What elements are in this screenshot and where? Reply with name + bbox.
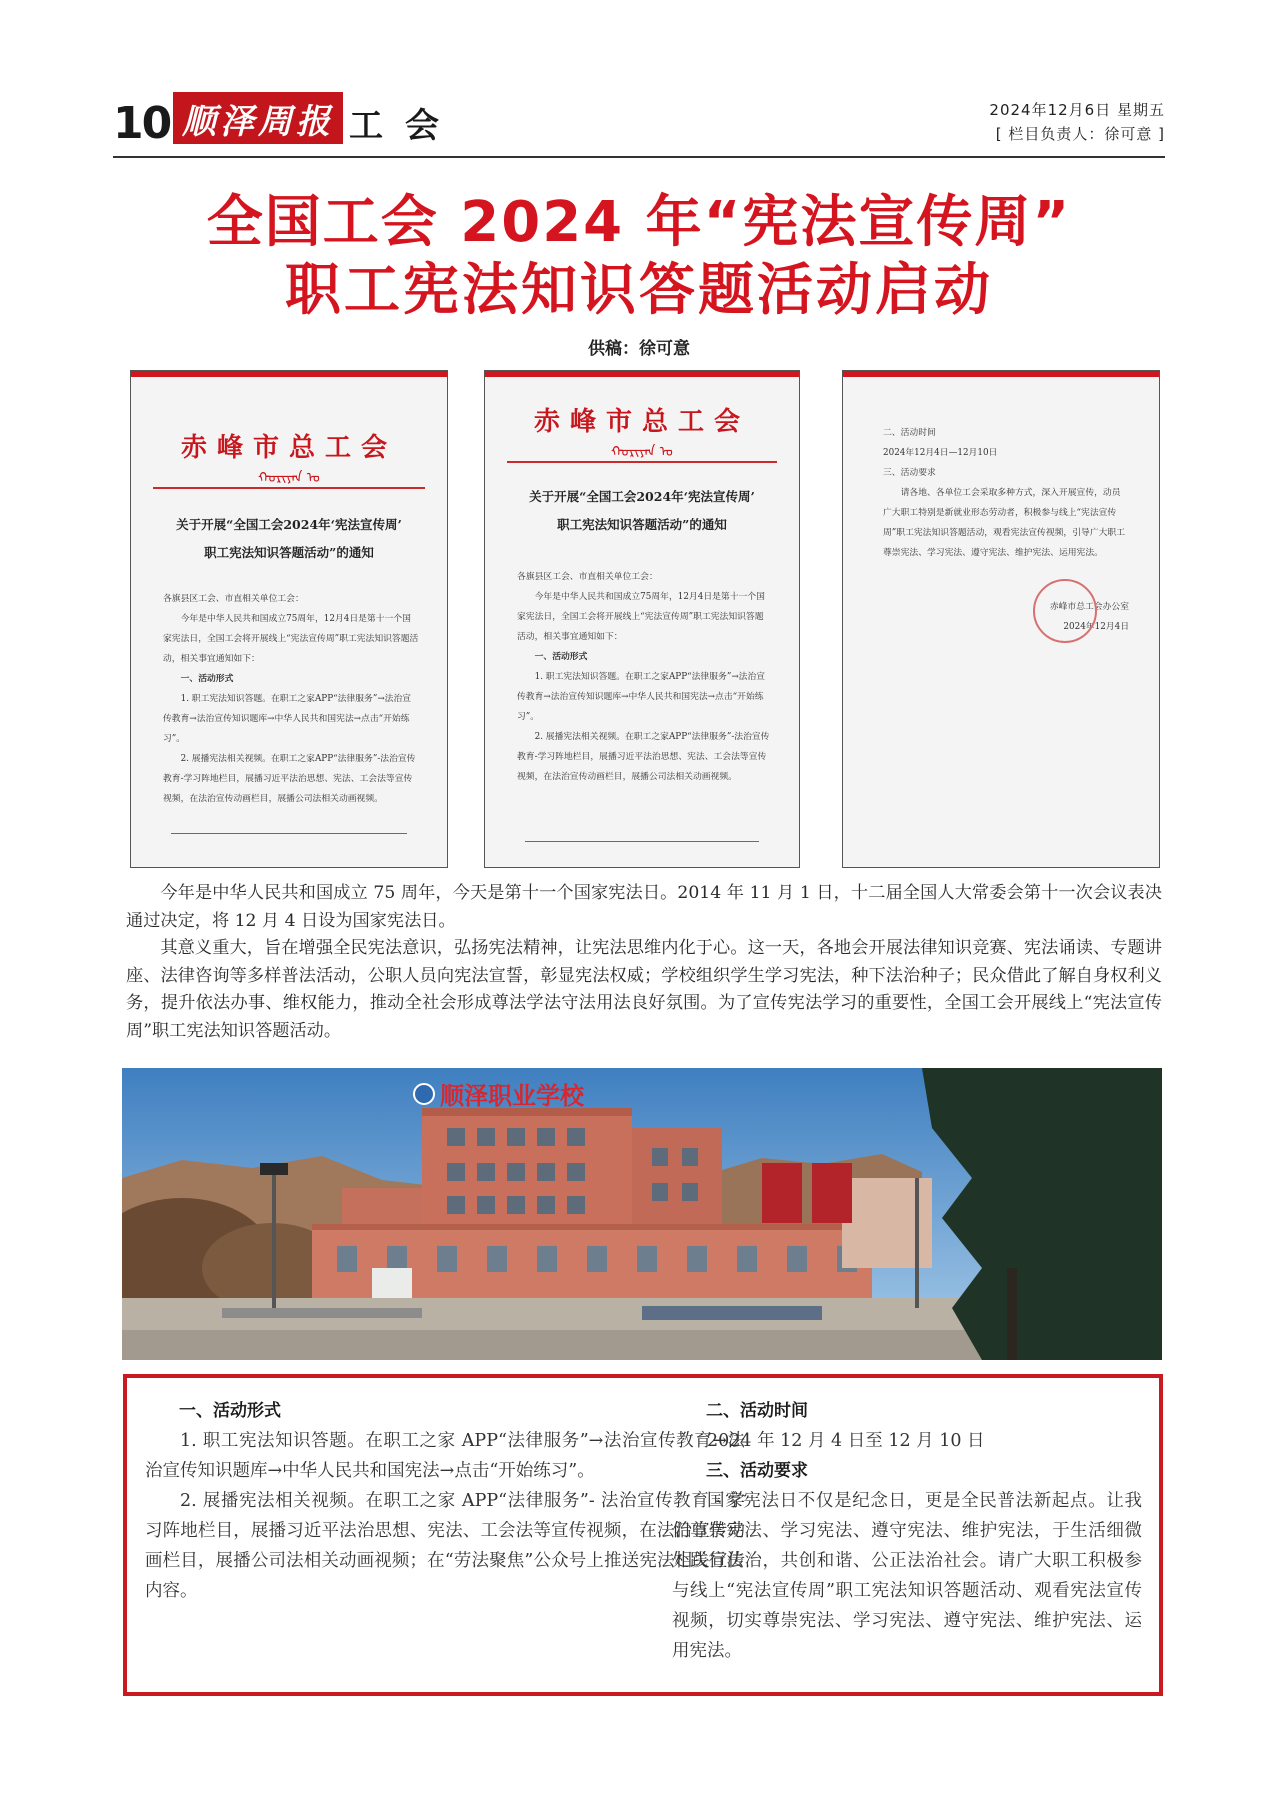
activity-form-item-2: 2. 展播宪法相关视频。在职工之家 APP“法律服务”- 法治宣传教育 - 学习阵地栏目，展播习近平法治思想、宪法、工会法等宣传视频，在法治宣传动画栏目，展播公司法相关动画视频；在“劳法聚焦”公众号上推送宪法相关宣传内容。 bbox=[145, 1491, 745, 1601]
activity-form-column bbox=[145, 1396, 745, 1606]
issue-date: 2024年12月6日 星期五 bbox=[989, 101, 1165, 119]
scan-top-bar bbox=[843, 371, 1159, 377]
scan-red-rule bbox=[507, 461, 777, 463]
scan-top-bar bbox=[131, 371, 447, 377]
activity-time-value: 2024 年 12 月 4 日至 12 月 10 日 bbox=[707, 1431, 985, 1451]
masthead-divider bbox=[113, 156, 1165, 158]
page-number: 10 bbox=[113, 98, 171, 149]
building-sign: 顺泽职业学校 bbox=[440, 1083, 584, 1110]
article-body bbox=[126, 880, 1162, 1045]
column-editor: [ 栏目负责人：徐可意 ] bbox=[995, 125, 1165, 143]
masthead bbox=[113, 92, 1165, 156]
scan-org-mongol: ᠬᠣᠷᠢᠶᠠᠨ ᠤ bbox=[611, 444, 673, 460]
notice-scan-page-3 bbox=[842, 370, 1160, 868]
scan-signature: 赤峰市总工会办公室 2024年12月4日 bbox=[1049, 602, 1129, 632]
scan-org-name: 赤峰市总工会 bbox=[180, 433, 397, 463]
notice-scan-page-2 bbox=[484, 370, 800, 868]
heading-activity-form: 一、活动形式 bbox=[179, 1401, 281, 1421]
activity-details-box bbox=[123, 1374, 1163, 1696]
byline: 供稿：徐可意 bbox=[588, 339, 690, 359]
official-seal bbox=[1033, 579, 1097, 643]
scan-bottom-rule bbox=[171, 833, 407, 834]
scan-bottom-rule bbox=[525, 841, 759, 842]
section-name: 工会 bbox=[349, 106, 461, 146]
activity-time-requirements-column bbox=[672, 1396, 1142, 1666]
article-paragraph-2: 其意义重大，旨在增强全民宪法意识，弘扬宪法精神，让宪法思维内化于心。这一天，各地会开展法律知识竞赛、宪法诵读、专题讲座、法律咨询等多样普法活动，公职人员向宪法宣誓，彰显宪法权威；学校组织学生学习宪法，种下法治种子；民众借此了解自身权利义务，提升依法办事、维权能力，推动全社会形成尊法学法守法用法良好氛围。为了宣传宪法学习的重要性，全国工会开展线上“宪法宣传周”职工宪法知识答题活动。 bbox=[126, 938, 1162, 1041]
article-paragraph-1: 今年是中华人民共和国成立 75 周年，今天是第十一个国家宪法日。2014 年 11 月 1 日，十二届全国人大常委会第十一次会议表决通过决定，将 12 月 4 日设为国家宪法日。 bbox=[126, 883, 1162, 931]
scan-org-name: 赤峰市总工会 bbox=[533, 407, 750, 437]
headline-line-2: 职工宪法知识答题活动启动 bbox=[285, 258, 993, 323]
scan-notice-title: 关于开展“全国工会2024年‘宪法宣传周’ 职工宪法知识答题活动”的通知 bbox=[529, 489, 755, 532]
school-emblem-icon bbox=[414, 1084, 434, 1104]
paper-logo: 顺泽周报 bbox=[173, 92, 343, 144]
scan-notice-body-continued: 二、活动时间 2024年12月4日—12月10日 三、活动要求 请各地、各单位工会采取多种方式，深入开展宣传，动员广大职工特别是新就业形态劳动者，积极参与线上“宪法宣传周”职工宪法知识答题活动，观看宪法宣传视频，引导广大职工尊崇宪法、学习宪法、遵守宪法、维护宪法、运用宪法。 bbox=[883, 428, 1126, 558]
activity-requirements-text: 国家宪法日不仅是纪念日，更是全民普法新起点。让我们尊崇宪法、学习宪法、遵守宪法、维护宪法，于生活细微处践行法治，共创和谐、公正法治社会。请广大职工积极参与线上“宪法宣传周”职工宪法知识答题活动、观看宪法宣传视频，切实尊崇宪法、学习宪法、遵守宪法、维护宪法、运用宪法。 bbox=[672, 1491, 1142, 1661]
scan-org-mongol: ᠬᠣᠷᠢᠶᠠᠨ ᠤ bbox=[258, 470, 320, 486]
masthead-info bbox=[989, 98, 1165, 146]
scan-red-rule bbox=[153, 487, 425, 489]
school-building-illustration bbox=[122, 1068, 1162, 1360]
headline bbox=[113, 190, 1165, 326]
heading-activity-time: 二、活动时间 bbox=[706, 1401, 808, 1421]
notice-scan-page-1 bbox=[130, 370, 448, 868]
scan-notice-body: 各旗县区工会、市直相关单位工会： 今年是中华人民共和国成立75周年，12月4日是第十一个国家宪法日，全国工会将开展线上“宪法宣传周”职工宪法知识答题活动，相关事宜通知如下： 一、活动形式 1. 职工宪法知识答题。在职工之家APP“法律服务”→法治宣传教育→法治宣传知识题库→中华人民共和国宪法→点击“开始练习”。 2. 展播宪法相关视频。在职工之家APP“法律服务”-法治宣传教育-学习阵地栏目，展播习近平法治思想、宪法、工会法等宣传视频，在法治宣传动画栏目，展播公司法相关动画视频。 bbox=[517, 572, 770, 782]
heading-activity-requirements: 三、活动要求 bbox=[706, 1461, 808, 1481]
school-building-photo bbox=[122, 1068, 1162, 1360]
scan-notice-body: 各旗县区工会、市直相关单位工会： 今年是中华人民共和国成立75周年，12月4日是第十一个国家宪法日，全国工会将开展线上“宪法宣传周”职工宪法知识答题活动，相关事宜通知如下： 一、活动形式 1. 职工宪法知识答题。在职工之家APP“法律服务”→法治宣传教育→法治宣传知识题库→中华人民共和国宪法→点击“开始练习”。 2. 展播宪法相关视频。在职工之家APP“法律服务”-法治宣传教育-学习阵地栏目，展播习近平法治思想、宪法、工会法等宣传视频，在法治宣传动画栏目，展播公司法相关动画视频。 bbox=[163, 594, 419, 804]
scan-top-bar bbox=[485, 371, 799, 377]
headline-line-1: 全国工会 2024 年“宪法宣传周” bbox=[206, 190, 1072, 255]
scan-notice-title: 关于开展“全国工会2024年‘宪法宣传周’ 职工宪法知识答题活动”的通知 bbox=[176, 517, 402, 560]
activity-form-item-1: 1. 职工宪法知识答题。在职工之家 APP“法律服务”→法治宣传教育→法治宣传知识题库→中华人民共和国宪法→点击“开始练习”。 bbox=[145, 1431, 745, 1481]
